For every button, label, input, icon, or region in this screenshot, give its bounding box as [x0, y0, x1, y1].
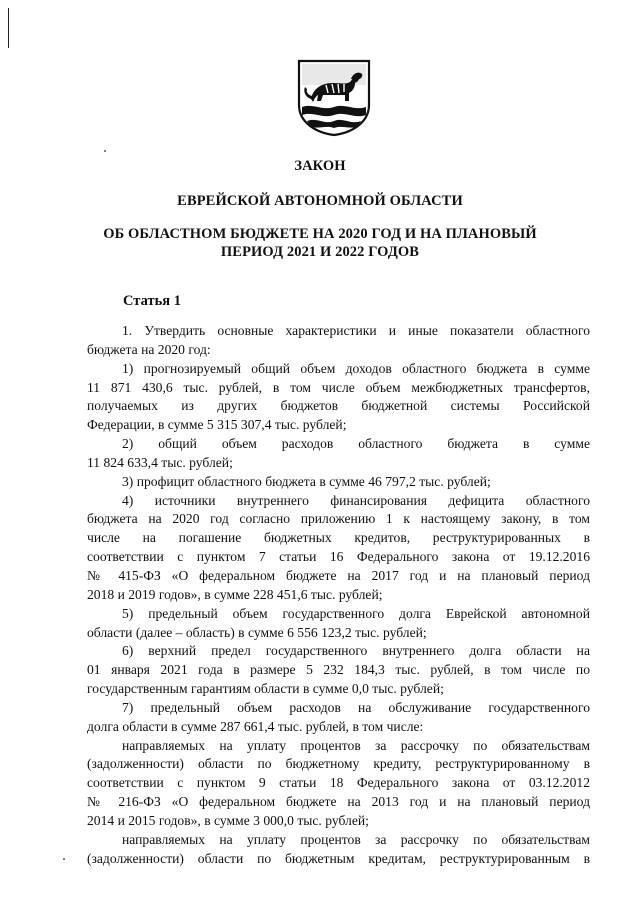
paragraph-line: соответствии с пунктом 9 статьи 18 Федерального закона от 03.12.2012	[87, 775, 590, 791]
law-title	[0, 225, 640, 261]
paragraph-line: 4) источники внутреннего финансирования дефицита областного	[122, 492, 590, 508]
paragraph-line: получаемых из других бюджетов бюджетной системы Российской	[87, 398, 590, 414]
paragraph-line: (задолженности) области по бюджетным кредитам, реструктурированным в	[87, 850, 590, 866]
paragraph-line: № 415-ФЗ «О федеральном бюджете на 2017 год и на плановый период	[87, 567, 590, 583]
paragraph-line: 6) верхний предел государственного внутреннего долга области на	[122, 643, 590, 659]
law-title-line: ОБ ОБЛАСТНОМ БЮДЖЕТЕ НА 2020 ГОД И НА ПЛАНОВЫЙ	[103, 226, 537, 242]
paragraph-line: 2014 и 2015 годов», в сумме 3 000,0 тыс. рублей;	[87, 812, 369, 828]
region-heading: ЕВРЕЙСКОЙ АВТОНОМНОЙ ОБЛАСТИ	[177, 193, 463, 209]
paragraph-line: долга области в сумме 287 661,4 тыс. рублей, в том числе:	[87, 718, 424, 734]
paragraph-line: бюджета на 2020 год согласно приложению 1 к настоящему закону, в том	[87, 511, 590, 527]
paragraph-line: (задолженности) области по бюджетному кредиту, реструктурированному в	[87, 756, 590, 772]
paragraph-line: 3) профицит областного бюджета в сумме 46 797,2 тыс. рублей;	[122, 473, 491, 489]
scan-speck	[104, 150, 106, 152]
paragraph-line: числе на погашение бюджетных кредитов, реструктурированных в	[87, 530, 590, 546]
article-body	[87, 322, 590, 868]
paragraph-line: направляемых на уплату процентов за рассрочку по обязательствам	[122, 831, 590, 847]
law-title-line: ПЕРИОД 2021 И 2022 ГОДОВ	[220, 244, 420, 260]
paragraph-line: Федерации, в сумме 5 315 307,4 тыс. рублей;	[87, 417, 347, 433]
paragraph-line: 2018 и 2019 годов», в сумме 228 451,6 тыс. рублей;	[87, 586, 383, 602]
paragraph-line: области (далее – область) в сумме 6 556 123,2 тыс. рублей;	[87, 624, 427, 640]
paragraph-line: 1. Утвердить основные характеристики и иные показатели областного	[122, 323, 590, 338]
coat-of-arms-icon	[293, 55, 375, 137]
paragraph-line: № 216-ФЗ «О федеральном бюджете на 2013 год и на плановый период	[87, 794, 590, 810]
paragraph-line: 7) предельный объем расходов на обслуживание государственного	[122, 699, 590, 715]
paragraph-line: 5) предельный объем государственного долга Еврейской автономной	[122, 605, 590, 621]
article-title: Статья 1	[123, 293, 181, 309]
paragraph-line: 01 января 2021 года в размере 5 232 184,3 тыс. рублей, в том числе по	[87, 662, 590, 678]
paragraph-line: 11 824 633,4 тыс. рублей;	[87, 454, 233, 470]
document-type-heading: ЗАКОН	[294, 158, 346, 174]
scan-edge-line	[8, 8, 9, 48]
paragraph-line: 1) прогнозируемый общий объем доходов областного бюджета в сумме	[122, 360, 590, 376]
paragraph-line: направляемых на уплату процентов за рассрочку по обязательствам	[122, 737, 590, 753]
scan-speck	[63, 858, 65, 860]
paragraph-line: соответствии с пунктом 7 статьи 16 Федерального закона от 19.12.2016	[87, 549, 590, 565]
paragraph-line: 11 871 430,6 тыс. рублей, в том числе объем межбюджетных трансфертов,	[87, 379, 590, 395]
paragraph-line: бюджета на 2020 год:	[87, 341, 211, 357]
paragraph-line: 2) общий объем расходов областного бюджета в сумме	[122, 436, 590, 452]
paragraph-line: государственным гарантиям области в сумме 0,0 тыс. рублей;	[87, 681, 444, 697]
